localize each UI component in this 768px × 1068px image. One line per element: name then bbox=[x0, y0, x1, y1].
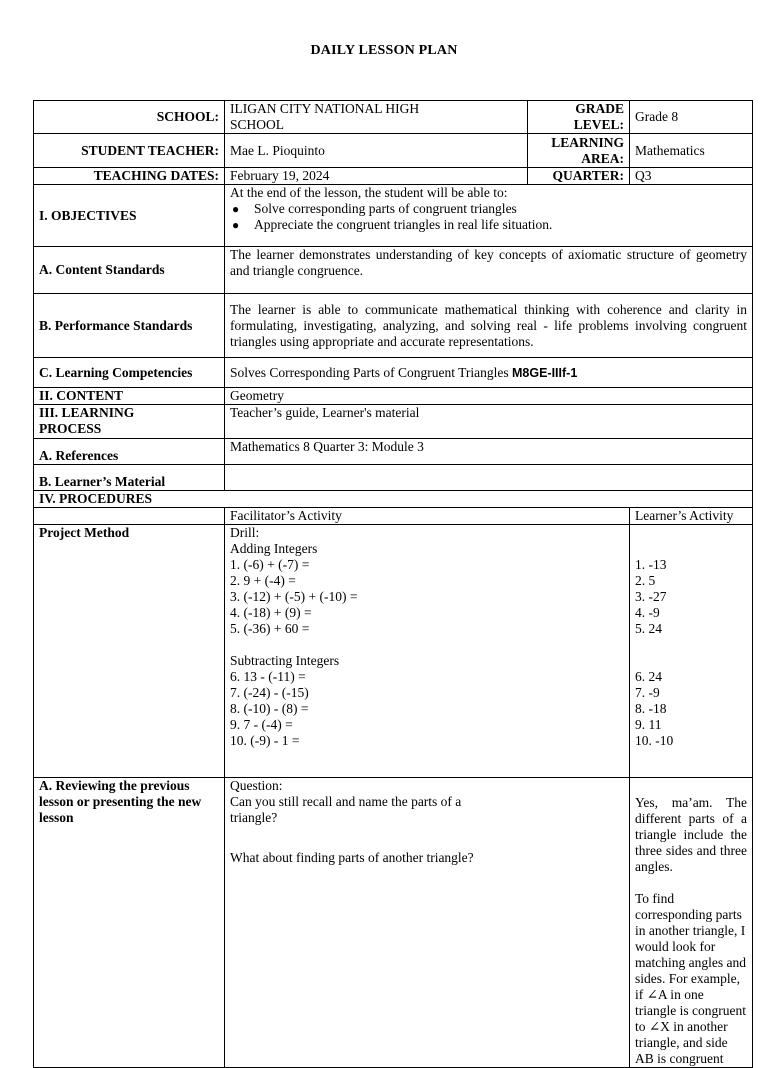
learner-activity-header: Learner’s Activity bbox=[630, 508, 753, 525]
learning-process-value: Teacher’s guide, Learner's material bbox=[225, 405, 753, 439]
learning-process-label-line1: III. LEARNING bbox=[39, 405, 135, 420]
objectives-content bbox=[225, 185, 753, 247]
subtracting-integers-heading: Subtracting Integers bbox=[230, 653, 340, 668]
objective-item: ● Appreciate the congruent triangles in real life situation. bbox=[230, 217, 747, 233]
subtracting-answer: 7. -9 bbox=[635, 685, 660, 700]
competencies-row bbox=[34, 358, 753, 388]
school-value-line1: ILIGAN CITY NATIONAL HIGH bbox=[230, 101, 420, 116]
subtracting-item: 10. (-9) - 1 = bbox=[230, 733, 300, 748]
learning-area-label bbox=[528, 134, 630, 168]
subtracting-answer: 9. 11 bbox=[635, 717, 662, 732]
quarter-label: QUARTER: bbox=[528, 168, 630, 185]
references-row bbox=[34, 439, 753, 465]
spacer bbox=[635, 541, 747, 557]
lesson-plan-table bbox=[33, 100, 753, 1068]
adding-answer: 2. 5 bbox=[635, 573, 656, 588]
content-row bbox=[34, 388, 753, 405]
grade-label-line1: GRADE bbox=[575, 101, 624, 116]
project-method-facilitator bbox=[225, 525, 630, 778]
reviewing-row bbox=[34, 778, 753, 1068]
performance-standards-text: The learner is able to communicate mathematical thinking with coherence and clarity in formulating, investigating, analyzing, and solving real - life problems involving congruent triangles using appropriate and accurate representations. bbox=[225, 294, 753, 358]
procedures-row bbox=[34, 491, 753, 508]
subtracting-item: 9. 7 - (-4) = bbox=[230, 717, 293, 732]
question-2: What about finding parts of another triangle? bbox=[230, 850, 474, 865]
dates-row bbox=[34, 168, 753, 185]
document-title: DAILY LESSON PLAN bbox=[310, 43, 458, 58]
adding-item: 2. 9 + (-4) = bbox=[230, 573, 296, 588]
spacer bbox=[230, 637, 624, 653]
objectives-label: I. OBJECTIVES bbox=[34, 185, 225, 247]
procedures-header-row bbox=[34, 508, 753, 525]
subtracting-answer: 8. -18 bbox=[635, 701, 667, 716]
references-label: A. References bbox=[34, 439, 225, 465]
adding-item: 5. (-36) + 60 = bbox=[230, 621, 310, 636]
adding-item: 3. (-12) + (-5) + (-10) = bbox=[230, 589, 358, 604]
content-label: II. CONTENT bbox=[34, 388, 225, 405]
content-standards-row bbox=[34, 247, 753, 294]
subtracting-item: 6. 13 - (-11) = bbox=[230, 669, 306, 684]
learners-material-label: B. Learner’s Material bbox=[34, 465, 225, 491]
drill-heading: Drill: bbox=[230, 525, 260, 540]
learning-area-value: Mathematics bbox=[630, 134, 753, 168]
spacer bbox=[635, 875, 747, 891]
project-method-label: Project Method bbox=[34, 525, 225, 778]
teaching-dates-label: TEACHING DATES: bbox=[34, 168, 225, 185]
content-standards-label: A. Content Standards bbox=[34, 247, 225, 294]
subtracting-answer: 10. -10 bbox=[635, 733, 674, 748]
answer-2: To find corresponding parts in another triangle, I would look for matching angles and sides. For example, if ∠A in one triangle is congruent to ∠X in another triangle, and side AB is congruent bbox=[635, 891, 746, 1066]
area-label-line2: AREA: bbox=[581, 150, 624, 166]
reviewing-label: A. Reviewing the previous lesson or presenting the new lesson bbox=[34, 778, 225, 1068]
learners-material-value bbox=[225, 465, 753, 491]
objectives-row bbox=[34, 185, 753, 247]
teaching-dates-value: February 19, 2024 bbox=[225, 168, 528, 185]
spacer bbox=[635, 778, 747, 795]
adding-answer: 5. 24 bbox=[635, 621, 662, 636]
adding-item: 1. (-6) + (-7) = bbox=[230, 557, 310, 572]
learners-material-row bbox=[34, 465, 753, 491]
learning-competencies-value bbox=[225, 358, 753, 388]
reviewing-learner bbox=[630, 778, 753, 1068]
objectives-intro: At the end of the lesson, the student will be able to: bbox=[230, 185, 508, 200]
references-value: Mathematics 8 Quarter 3: Module 3 bbox=[225, 439, 753, 465]
learning-competencies-label: C. Learning Competencies bbox=[34, 358, 225, 388]
performance-standards-label: B. Performance Standards bbox=[34, 294, 225, 358]
spacer bbox=[635, 525, 747, 541]
objective-item: ● Solve corresponding parts of congruent triangles bbox=[230, 201, 747, 217]
project-method-row bbox=[34, 525, 753, 778]
teacher-row bbox=[34, 134, 753, 168]
lesson-plan-table-wrapper bbox=[33, 100, 752, 1066]
answer-1: Yes, ma’am. The different parts of a triangle include the three sides and three angles. bbox=[635, 795, 747, 874]
adding-answer: 1. -13 bbox=[635, 557, 667, 572]
subtracting-item: 7. (-24) - (-15) bbox=[230, 685, 309, 700]
student-teacher-value: Mae L. Pioquinto bbox=[225, 134, 528, 168]
spacer bbox=[635, 637, 747, 653]
question-1: Can you still recall and name the parts of a triangle? bbox=[230, 794, 462, 825]
school-value bbox=[225, 101, 528, 134]
area-label-line1: LEARNING bbox=[551, 134, 624, 150]
adding-answer: 4. -9 bbox=[635, 605, 660, 620]
procedures-label: IV. PROCEDURES bbox=[34, 491, 753, 508]
learning-process-label-line2: PROCESS bbox=[39, 421, 102, 436]
learning-process-label bbox=[34, 405, 225, 439]
content-value: Geometry bbox=[225, 388, 753, 405]
spacer bbox=[635, 653, 747, 669]
grade-level-value: Grade 8 bbox=[630, 101, 753, 134]
facilitator-activity-header: Facilitator’s Activity bbox=[225, 508, 630, 525]
competency-text: Solves Corresponding Parts of Congruent Triangles bbox=[230, 364, 509, 380]
learning-process-row bbox=[34, 405, 753, 439]
content-standards-text: The learner demonstrates understanding of key concepts of axiomatic structure of geometry and triangle congruence. bbox=[225, 247, 753, 294]
project-method-learner bbox=[630, 525, 753, 778]
school-row bbox=[34, 101, 753, 134]
subtracting-answer: 6. 24 bbox=[635, 669, 662, 684]
adding-answer: 3. -27 bbox=[635, 589, 667, 604]
competency-code: M8GE-IIIf-1 bbox=[512, 365, 578, 380]
objectives-list bbox=[230, 201, 747, 233]
grade-label-line2: LEVEL: bbox=[573, 117, 624, 132]
procedures-header-blank bbox=[34, 508, 225, 525]
reviewing-facilitator bbox=[225, 778, 630, 1068]
grade-level-label bbox=[528, 101, 630, 134]
student-teacher-label: STUDENT TEACHER: bbox=[34, 134, 225, 168]
performance-standards-row bbox=[34, 294, 753, 358]
question-heading: Question: bbox=[230, 778, 283, 793]
quarter-value: Q3 bbox=[630, 168, 753, 185]
school-value-line2: SCHOOL bbox=[230, 117, 285, 132]
subtracting-item: 8. (-10) - (8) = bbox=[230, 701, 309, 716]
school-label: SCHOOL: bbox=[34, 101, 225, 134]
adding-integers-heading: Adding Integers bbox=[230, 541, 318, 556]
adding-item: 4. (-18) + (9) = bbox=[230, 605, 312, 620]
spacer bbox=[230, 826, 624, 850]
